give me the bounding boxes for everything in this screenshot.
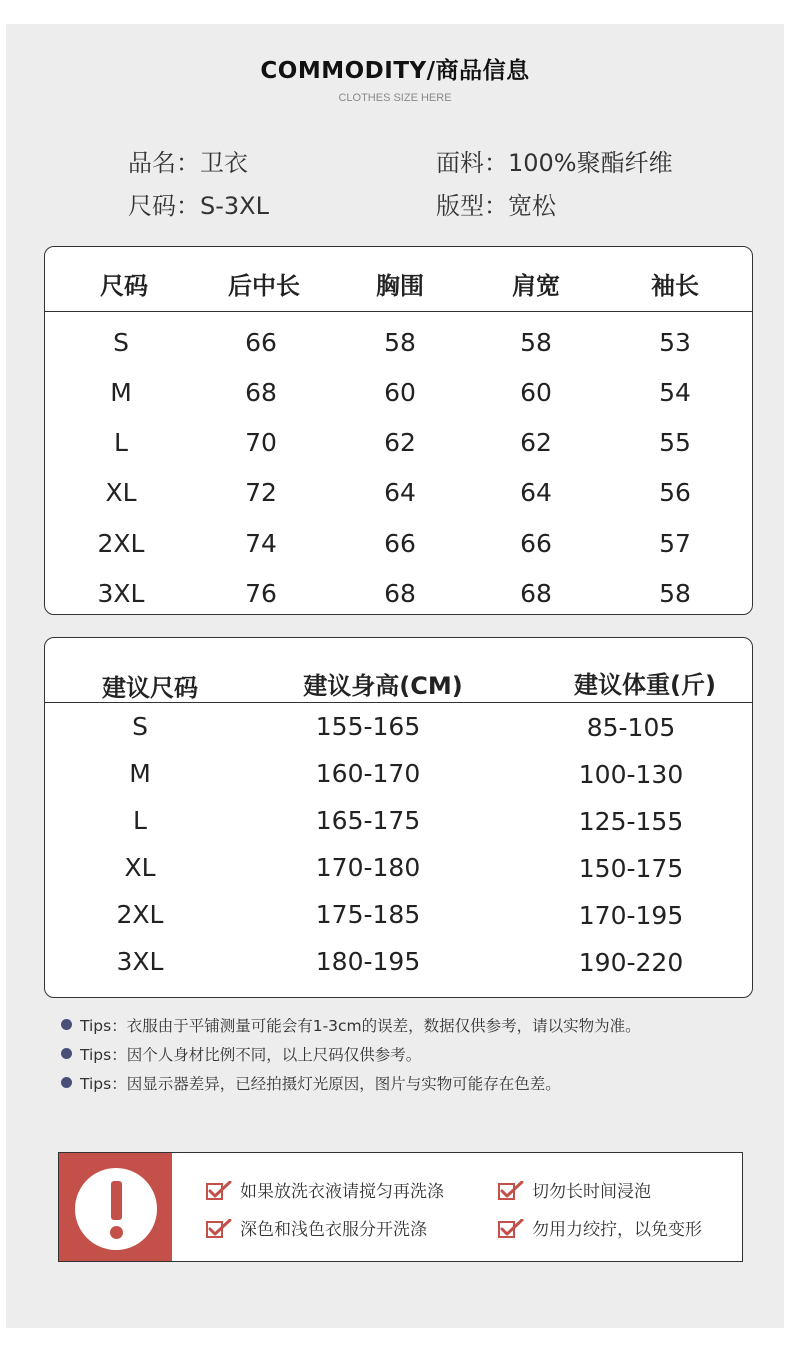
cell-rec-size: S [132, 712, 148, 741]
product-fit: 版型：宽松 [436, 192, 556, 220]
cell-rec-height: 160-170 [315, 759, 421, 788]
bullet-dot-icon [61, 1048, 72, 1059]
cell-back-length: 72 [245, 478, 277, 507]
check-box-icon [206, 1181, 232, 1201]
header-back-length: 后中长 [228, 272, 300, 300]
header-rec-size: 建议尺码 [102, 674, 198, 702]
care-notice [58, 1152, 743, 1262]
care-item-text: 如果放洗衣液请搅匀再洗涤 [240, 1182, 444, 1202]
cell-rec-size: 2XL [116, 900, 164, 929]
header-chest: 胸围 [376, 272, 424, 300]
exclamation-icon [75, 1168, 157, 1250]
header-sleeve: 袖长 [651, 272, 699, 300]
cell-chest: 58 [384, 328, 416, 357]
cell-sleeve: 58 [659, 579, 691, 608]
cell-back-length: 68 [245, 378, 277, 407]
tip-text: Tips：因显示器差异，已经拍摄灯光原因，图片与实物可能存在色差。 [80, 1075, 561, 1093]
check-box-icon [498, 1181, 524, 1201]
cell-rec-weight: 150-175 [578, 854, 684, 883]
cell-sleeve: 56 [659, 478, 691, 507]
cell-rec-weight: 190-220 [578, 948, 684, 977]
warning-panel [59, 1153, 172, 1261]
cell-rec-size: 3XL [116, 947, 164, 976]
cell-back-length: 66 [245, 328, 277, 357]
cell-shoulder: 64 [520, 478, 552, 507]
cell-size: S [113, 328, 129, 357]
cell-size: 3XL [97, 579, 145, 608]
tip-item [61, 1043, 421, 1065]
care-item-text: 勿用力绞拧，以免变形 [532, 1220, 702, 1240]
care-item-text: 切勿长时间浸泡 [532, 1182, 651, 1202]
cell-rec-weight: 85-105 [586, 713, 676, 742]
cell-shoulder: 60 [520, 378, 552, 407]
cell-back-length: 70 [245, 428, 277, 457]
cell-shoulder: 66 [520, 529, 552, 558]
cell-rec-height: 175-185 [315, 900, 421, 929]
care-item [498, 1177, 651, 1202]
cell-chest: 64 [384, 478, 416, 507]
page-title: COMMODITY/商品信息 [260, 58, 530, 84]
size-table-header [45, 247, 752, 312]
cell-chest: 66 [384, 529, 416, 558]
size-table [44, 246, 753, 615]
cell-sleeve: 57 [659, 529, 691, 558]
cell-back-length: 76 [245, 579, 277, 608]
tip-text: Tips：因个人身材比例不同，以上尺码仅供参考。 [80, 1046, 422, 1064]
cell-shoulder: 68 [520, 579, 552, 608]
cell-back-length: 74 [245, 529, 277, 558]
cell-rec-size: M [129, 759, 151, 788]
cell-rec-height: 165-175 [315, 806, 421, 835]
cell-rec-weight: 170-195 [578, 901, 684, 930]
care-item-text: 深色和浅色衣服分开洗涤 [240, 1220, 427, 1240]
header-size: 尺码 [100, 272, 148, 300]
check-box-icon [206, 1219, 232, 1239]
cell-size: L [114, 428, 128, 457]
bullet-dot-icon [61, 1077, 72, 1088]
tip-item [61, 1014, 641, 1036]
cell-rec-weight: 100-130 [578, 760, 684, 789]
product-fabric: 面料：100%聚酯纤维 [436, 149, 673, 177]
product-size-range: 尺码：S-3XL [128, 192, 269, 220]
recommend-table-header [45, 638, 752, 703]
cell-rec-weight: 125-155 [578, 807, 684, 836]
cell-sleeve: 53 [659, 328, 691, 357]
tip-item [61, 1072, 561, 1094]
cell-sleeve: 54 [659, 378, 691, 407]
cell-rec-height: 180-195 [315, 947, 421, 976]
cell-sleeve: 55 [659, 428, 691, 457]
cell-chest: 60 [384, 378, 416, 407]
care-item [498, 1215, 702, 1240]
care-item [206, 1177, 444, 1202]
cell-size: XL [105, 478, 137, 507]
header-rec-height: 建议身高(CM) [303, 672, 463, 700]
cell-rec-size: L [133, 806, 147, 835]
cell-chest: 68 [384, 579, 416, 608]
tip-text: Tips：衣服由于平铺测量可能会有1-3cm的误差，数据仅供参考，请以实物为准。 [80, 1017, 641, 1035]
care-item [206, 1215, 427, 1240]
cell-size: 2XL [97, 529, 145, 558]
cell-rec-height: 170-180 [315, 853, 421, 882]
cell-shoulder: 58 [520, 328, 552, 357]
cell-chest: 62 [384, 428, 416, 457]
cell-rec-size: XL [124, 853, 156, 882]
bullet-dot-icon [61, 1019, 72, 1030]
page-subtitle: CLOTHES SIZE HERE [338, 92, 452, 104]
cell-shoulder: 62 [520, 428, 552, 457]
check-box-icon [498, 1219, 524, 1239]
header-shoulder: 肩宽 [512, 272, 560, 300]
recommend-table [44, 637, 753, 998]
cell-size: M [110, 378, 132, 407]
header-rec-weight: 建议体重(斤) [574, 671, 716, 699]
cell-rec-height: 155-165 [315, 712, 421, 741]
product-name: 品名：卫衣 [128, 149, 248, 177]
